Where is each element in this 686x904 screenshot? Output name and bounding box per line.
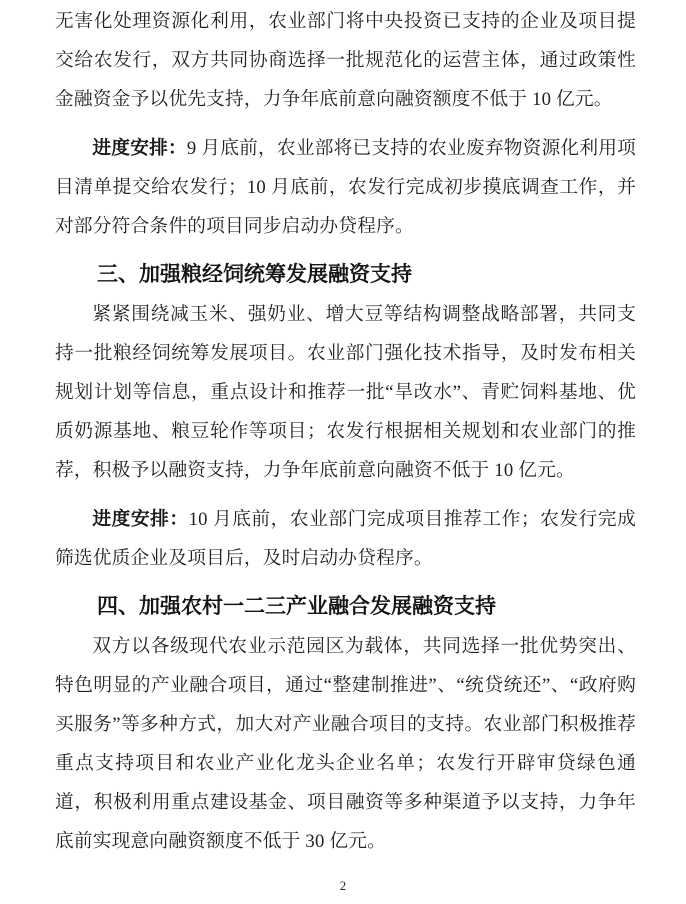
page-footer — [0, 877, 686, 895]
section-heading-3: 三、加强粮经饲统筹发展融资支持 — [97, 263, 412, 286]
progress-schedule-text-1: 9 月底前，农业部将已支持的农业废弃物资源化利用项目清单提交给农发行；10 月底前，农发行完成初步摸底调查工作，并对部分符合条件的项目同步启动办贷程序。 — [55, 138, 637, 237]
progress-schedule-label-2: 进度安排： — [92, 508, 189, 529]
paragraph-section3-body: 紧紧围绕减玉米、强奶业、增大豆等结构调整战略部署，共同支持一批粮经饲统筹发展项目。农业部门强化技术指导，及时发布相关规划计划等信息，重点设计和推荐一批“旱改水”、青贮饲料基地、优质奶源基地、粮豆轮作等项目；农发行根据相关规划和农业部门的推荐，积极予以融资支持，力争年底前意向融资不低于 10 亿元。 — [55, 304, 636, 481]
page-number: 2 — [339, 878, 347, 893]
progress-schedule-label-1: 进度安排： — [92, 137, 187, 158]
paragraph-section4-body: 双方以各级现代农业示范园区为载体，共同选择一批优势突出、特色明显的产业融合项目，通过“整建制推进”、“统贷统还”、“政府购买服务”等多种方式，加大对产业融合项目的支持。农业部门积极推荐重点支持项目和农业产业化龙头企业名单；农发行开辟审贷绿色通道，积极利用重点建设基金、项目融资等多种渠道予以支持，力争年底前实现意向融资额度不低于 30 亿元。 — [55, 636, 636, 852]
paragraph-progress-schedule-1 — [55, 128, 636, 246]
section-heading-4: 四、加强农村一二三产业融合发展融资支持 — [97, 595, 496, 618]
paragraph-continuation: 无害化处理资源化利用，农业部门将中央投资已支持的企业及项目提交给农发行，双方共同协商选择一批规范化的运营主体，通过政策性金融资金予以优先支持，力争年底前意向融资额度不低于 10 亿元。 — [55, 11, 636, 110]
progress-schedule-text-2: 10 月底前，农业部门完成项目推荐工作；农发行完成筛选优质企业及项目后，及时启动办贷程序。 — [55, 509, 637, 569]
paragraph-progress-schedule-2 — [55, 499, 636, 578]
